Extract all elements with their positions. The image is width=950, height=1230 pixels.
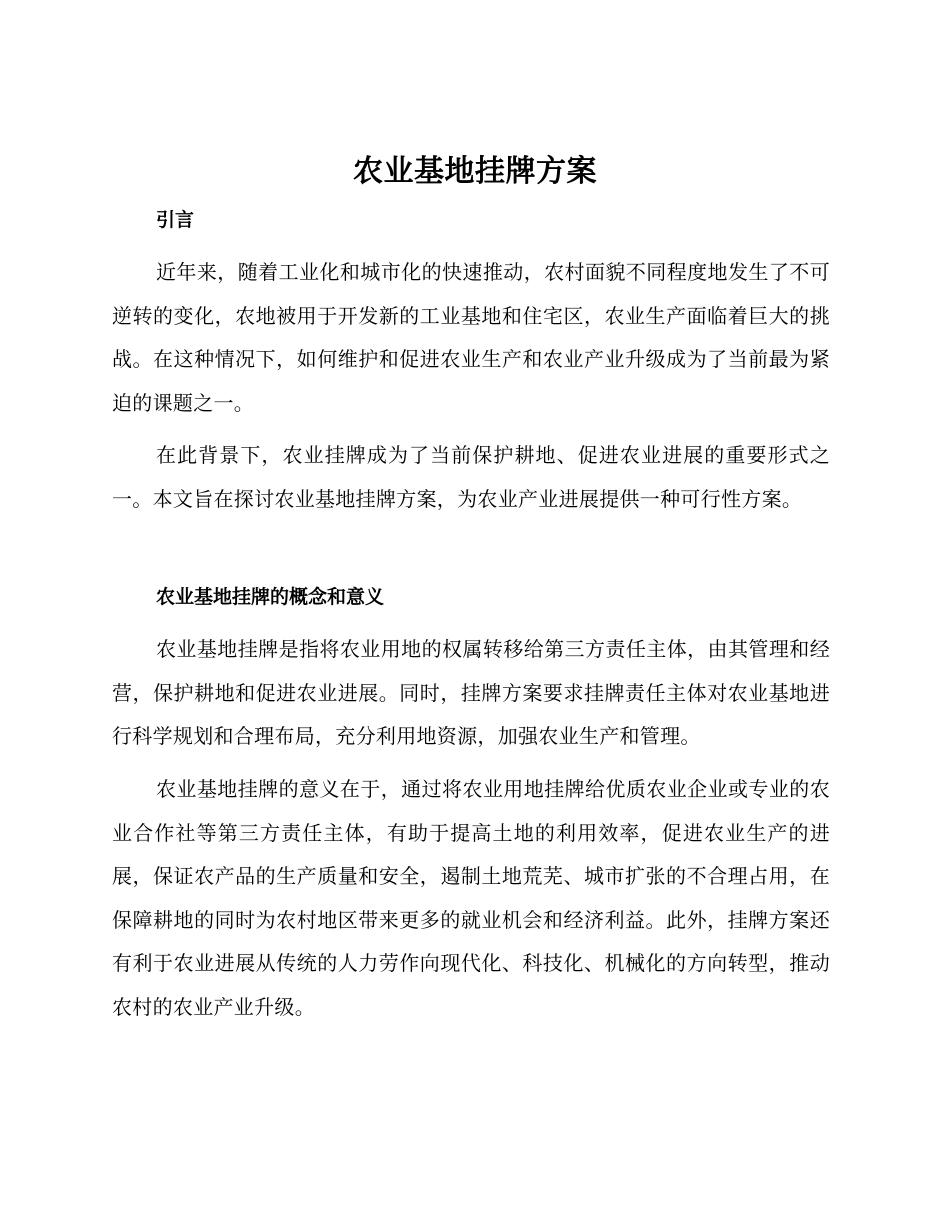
document-title: 农业基地挂牌方案 xyxy=(353,154,597,189)
paragraph-concept-2: 农业基地挂牌的意义在于，通过将农业用地挂牌给优质农业企业或专业的农业合作社等第三方责任主体，有助于提高土地的利用效率，促进农业生产的进展，保证农产品的生产质量和安全，遏制土地荒芜、城市扩张的不合理占用，在保障耕地的同时为农村地区带来更多的就业机会和经济利益。此外，挂牌方案还有利于农业进展从传统的人力劳作向现代化、科技化、机械化的方向转型，推动农村的农业产业升级。 xyxy=(112,777,830,1019)
paragraph-intro-2: 在此背景下，农业挂牌成为了当前保护耕地、促进农业进展的重要形式之一。本文旨在探讨农业基地挂牌方案，为农业产业进展提供一种可行性方案。 xyxy=(112,443,830,511)
paragraph-concept-1: 农业基地挂牌是指将农业用地的权属转移给第三方责任主体，由其管理和经营，保护耕地和促进农业进展。同时，挂牌方案要求挂牌责任主体对农业基地进行科学规划和合理布局，充分利用地资源，加强农业生产和管理。 xyxy=(112,637,830,748)
section-heading-concept: 农业基地挂牌的概念和意义 xyxy=(156,586,385,608)
paragraph-intro-1: 近年来，随着工业化和城市化的快速推动，农村面貌不同程度地发生了不可逆转的变化，农地被用于开发新的工业基地和住宅区，农业生产面临着巨大的挑战。在这种情况下，如何维护和促进农业生产和农业产业升级成为了当前最为紧迫的课题之一。 xyxy=(112,260,830,415)
section-heading-introduction: 引言 xyxy=(156,209,195,231)
